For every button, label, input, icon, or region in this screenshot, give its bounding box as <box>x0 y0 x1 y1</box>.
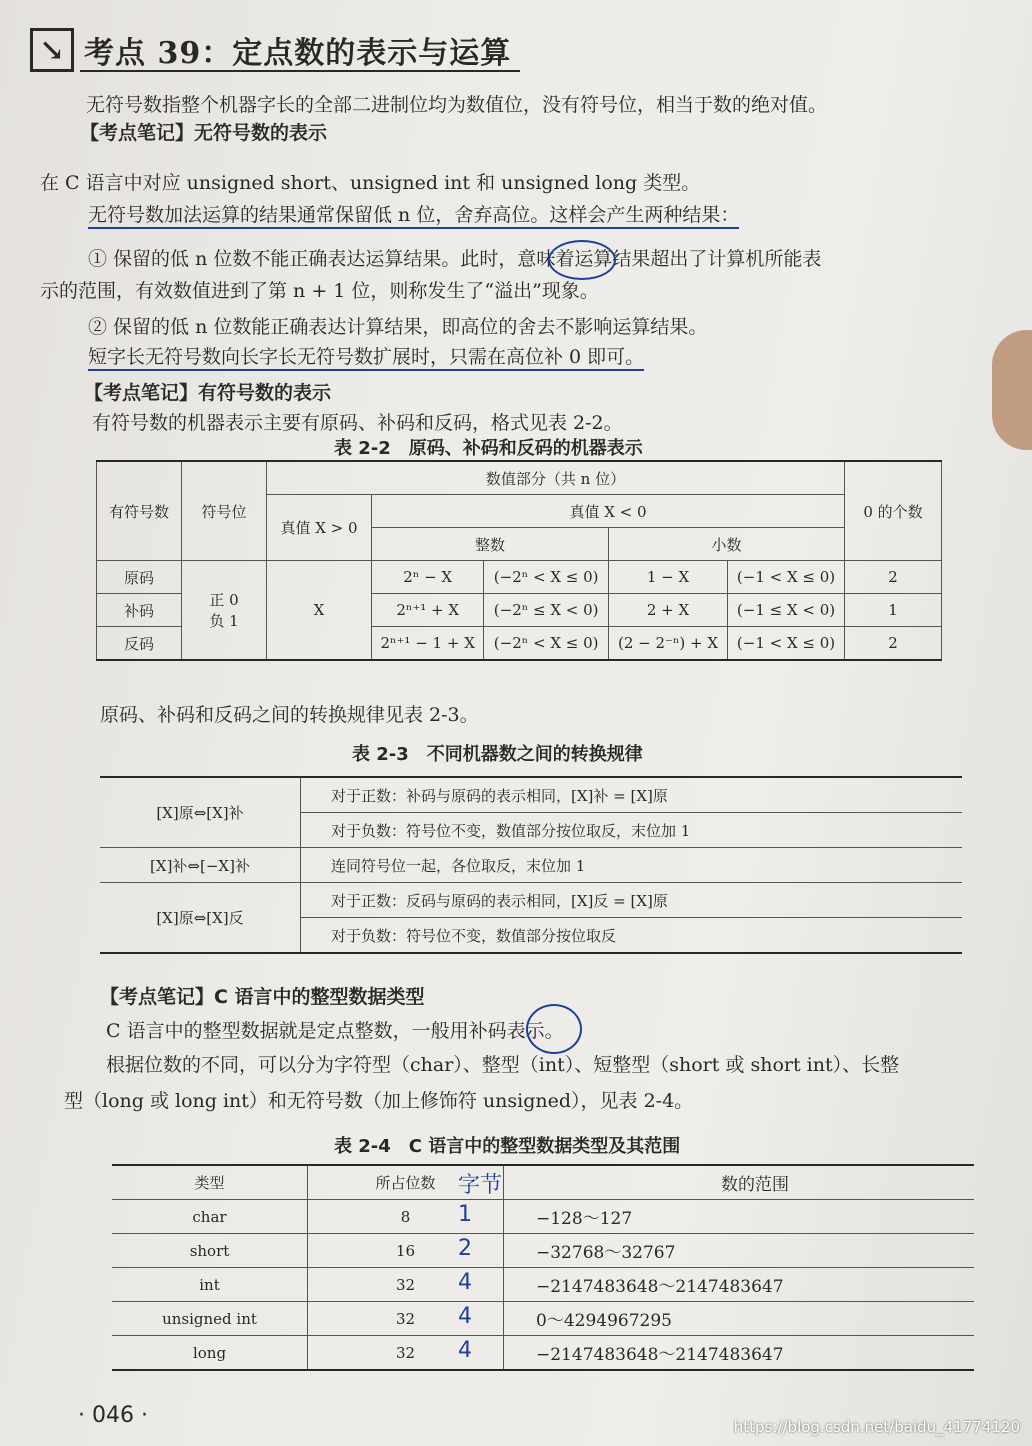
handwritten-bytes: 4 <box>458 1270 472 1295</box>
table-cell: 2 + X <box>608 594 727 627</box>
handwritten-bytes: 4 <box>458 1338 472 1363</box>
table-2-4 <box>112 1164 974 1371</box>
conversion-rule: 连同符号位一起，各位取反，末位加 1 <box>301 848 963 883</box>
table-cell: 1 <box>845 594 942 627</box>
header-cell: 数值部分（共 n 位） <box>267 461 845 495</box>
handwritten-bytes: 4 <box>458 1304 472 1329</box>
type-cell: int <box>112 1268 308 1302</box>
range-cell: −2147483648～2147483647 <box>504 1268 975 1302</box>
pen-circle-annotation <box>548 240 616 280</box>
table-cell: (−2ⁿ < X ≤ 0) <box>484 627 609 661</box>
header-cell: 0 的个数 <box>845 461 942 561</box>
section-header <box>30 28 511 72</box>
bits-value: 8 <box>400 1207 411 1226</box>
paragraph-underlined: 短字长无符号数向长字长无符号数扩展时，只需在高位补 0 即可。 <box>88 342 644 371</box>
header-cell: 真值 X > 0 <box>267 495 372 561</box>
sign-cell <box>182 561 267 661</box>
table-cell: (−1 ≤ X < 0) <box>728 594 845 627</box>
conversion-rule: 对于负数：符号位不变，数值部分按位取反，末位加 1 <box>301 813 963 848</box>
paragraph-underlined: 无符号数加法运算的结果通常保留低 n 位，舍弃高位。这样会产生两种结果： <box>88 200 739 229</box>
bits-value: 32 <box>395 1275 416 1294</box>
header-arrow-icon: ↘ <box>30 28 74 72</box>
conversion-key: [X]补⇔[−X]补 <box>100 848 301 883</box>
header-rule <box>80 70 520 72</box>
type-cell: short <box>112 1234 308 1268</box>
table-cell: (−1 < X ≤ 0) <box>728 627 845 661</box>
table-2-2 <box>96 460 942 661</box>
table-cell: (−2ⁿ < X ≤ 0) <box>484 561 609 594</box>
paragraph: 原码、补码和反码之间的转换规律见表 2-3。 <box>100 704 479 726</box>
bits-cell <box>308 1302 504 1336</box>
header-cell: 有符号数 <box>97 461 182 561</box>
range-cell: −128～127 <box>504 1200 975 1234</box>
header-cell: 真值 X < 0 <box>372 495 845 528</box>
page-number: · 046 · <box>78 1403 148 1428</box>
bits-value: 32 <box>395 1343 416 1362</box>
paragraph: ① 保留的低 n 位数不能正确表达运算结果。此时，意味着运算结果超出了计算机所能表 <box>88 248 822 270</box>
header-cell: 数的范围 <box>504 1165 975 1200</box>
watermark: https://blog.csdn.net/baidu_41774120 <box>733 1418 1020 1436</box>
table-cell: (−1 < X ≤ 0) <box>728 561 845 594</box>
conversion-key: [X]原⇔[X]反 <box>100 883 301 954</box>
section-title-c-int: 【考点笔记】C 语言中的整型数据类型 <box>100 986 425 1008</box>
table-cell: 2 <box>845 561 942 594</box>
table-caption: 表 2-3 不同机器数之间的转换规律 <box>352 744 643 765</box>
paragraph: 无符号数指整个机器字长的全部二进制位均为数值位，没有符号位，相当于数的绝对值。 <box>86 94 828 116</box>
paragraph: 有符号数的机器表示主要有原码、补码和反码，格式见表 2-2。 <box>92 412 623 434</box>
table-2-3 <box>100 776 962 954</box>
conversion-rule: 对于正数：补码与原码的表示相同，[X]补 = [X]原 <box>301 777 963 813</box>
bits-cell <box>308 1336 504 1371</box>
table-cell: 1 − X <box>608 561 727 594</box>
row-label: 原码 <box>97 561 182 594</box>
row-label: 补码 <box>97 594 182 627</box>
paragraph: 型（long 或 long int）和无符号数（加上修饰符 unsigned），见表 2-4。 <box>64 1090 694 1112</box>
conversion-rule: 对于正数：反码与原码的表示相同，[X]反 = [X]原 <box>301 883 963 918</box>
table-cell: 2 <box>845 627 942 661</box>
section-title-signed: 【考点笔记】有符号数的表示 <box>84 382 332 404</box>
conversion-key: [X]原⇔[X]补 <box>100 777 301 848</box>
paragraph: 根据位数的不同，可以分为字符型（char）、整型（int）、短整型（short 或 short int）、长整 <box>106 1054 900 1076</box>
table-cell: (−2ⁿ ≤ X < 0) <box>484 594 609 627</box>
paragraph: ② 保留的低 n 位数能正确表达计算结果，即高位的舍去不影响运算结果。 <box>88 316 708 338</box>
table-cell: 2ⁿ⁺¹ − 1 + X <box>372 627 484 661</box>
bits-header-label: 所占位数 <box>375 1174 436 1192</box>
header-cell: 类型 <box>112 1165 308 1200</box>
range-cell: 0～4294967295 <box>504 1302 975 1336</box>
table-cell: 2ⁿ − X <box>372 561 484 594</box>
table-caption: 表 2-4 C 语言中的整型数据类型及其范围 <box>334 1136 681 1157</box>
header-cell: 符号位 <box>182 461 267 561</box>
handwritten-note: 字节 <box>458 1173 503 1198</box>
type-cell: char <box>112 1200 308 1234</box>
finger-shadow <box>992 330 1032 450</box>
section-title-unsigned: 【考点笔记】无符号数的表示 <box>80 122 328 144</box>
sign-negative: 负 1 <box>209 612 239 630</box>
sign-positive: 正 0 <box>209 591 239 609</box>
paragraph: 示的范围，有效数值进到了第 n + 1 位，则称发生了“溢出”现象。 <box>40 280 599 302</box>
table-cell: 2ⁿ⁺¹ + X <box>372 594 484 627</box>
pen-circle-annotation <box>526 1004 582 1054</box>
range-cell: −32768～32767 <box>504 1234 975 1268</box>
paragraph: 在 C 语言中对应 unsigned short、unsigned int 和 unsigned long 类型。 <box>40 172 701 194</box>
positive-value-cell: X <box>267 561 372 661</box>
table-cell: (2 − 2⁻ⁿ) + X <box>608 627 727 661</box>
header-cell: 小数 <box>608 528 844 561</box>
bits-value: 32 <box>395 1309 416 1328</box>
row-label: 反码 <box>97 627 182 661</box>
header-cell: 整数 <box>372 528 609 561</box>
range-cell: −2147483648～2147483647 <box>504 1336 975 1371</box>
handwritten-bytes: 2 <box>458 1236 472 1261</box>
header-cell-bits <box>308 1165 504 1200</box>
conversion-rule: 对于负数：符号位不变，数值部分按位取反 <box>301 918 963 954</box>
bits-cell <box>308 1268 504 1302</box>
page-title: 考点 39：定点数的表示与运算 <box>84 36 512 71</box>
bits-value: 16 <box>395 1241 416 1260</box>
type-cell: unsigned int <box>112 1302 308 1336</box>
type-cell: long <box>112 1336 308 1371</box>
bits-cell <box>308 1234 504 1268</box>
handwritten-bytes: 1 <box>458 1202 472 1227</box>
paragraph: C 语言中的整型数据就是定点整数，一般用补码表示。 <box>106 1020 564 1042</box>
table-caption: 表 2-2 原码、补码和反码的机器表示 <box>334 438 643 459</box>
bits-cell <box>308 1200 504 1234</box>
